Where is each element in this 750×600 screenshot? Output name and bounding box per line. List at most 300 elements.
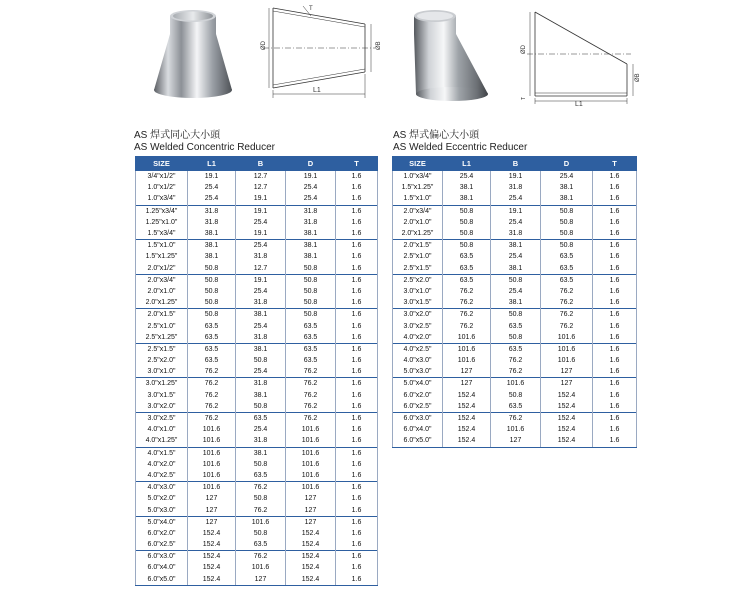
table-cell: 63.5: [188, 355, 236, 366]
table-cell: 12.7: [236, 182, 286, 193]
table-row: [393, 286, 637, 297]
table-cell: 1.6: [336, 251, 378, 262]
table-cell: 38.1: [188, 251, 236, 262]
table-cell: 63.5: [188, 343, 236, 355]
table-cell: 1.6: [593, 240, 637, 252]
table-cell: 6.0"x4.0": [136, 562, 188, 573]
table-cell: 1.6: [593, 355, 637, 366]
table-row: [393, 217, 637, 228]
table-row: [136, 297, 378, 309]
table-cell: 38.1: [491, 263, 541, 275]
table-cell: 3.0"x1.0": [393, 286, 443, 297]
table-cell: 1.6: [593, 424, 637, 435]
table-cell: 3.0"x1.25": [136, 378, 188, 390]
table-cell: 31.8: [236, 435, 286, 447]
table-cell: 1.6: [336, 228, 378, 240]
drawing-label-b: ØB: [376, 41, 382, 50]
drawing-label-d: ØD: [261, 41, 267, 50]
table-cell: 1.6: [336, 378, 378, 390]
table-cell: 25.4: [286, 193, 336, 205]
table-cell: 152.4: [286, 574, 336, 586]
table-row: [136, 470, 378, 482]
table-cell: 19.1: [236, 274, 286, 286]
table-cell: 50.8: [286, 309, 336, 321]
table-cell: 152.4: [188, 551, 236, 563]
table-cell: 19.1: [188, 171, 236, 183]
eccentric-heading-en: AS Welded Eccentric Reducer: [393, 142, 528, 153]
table-cell: 152.4: [443, 390, 491, 401]
drawing-label-l1: L1: [575, 101, 583, 106]
table-row: [136, 562, 378, 573]
table-cell: 76.2: [541, 286, 593, 297]
table-cell: 63.5: [443, 251, 491, 262]
table-row: [136, 574, 378, 586]
table-cell: 38.1: [286, 240, 336, 252]
table-row: [136, 193, 378, 205]
table-row: [393, 205, 637, 217]
column-header: SIZE: [136, 157, 188, 171]
table-cell: 3.0"x1.5": [393, 297, 443, 309]
table-row: [136, 228, 378, 240]
table-cell: 1.6: [336, 286, 378, 297]
table-cell: 38.1: [236, 390, 286, 401]
table-cell: 1.6: [593, 378, 637, 390]
table-cell: 4.0"x1.25": [136, 435, 188, 447]
table-cell: 1.6: [336, 528, 378, 539]
column-header: B: [491, 157, 541, 171]
table-cell: 101.6: [188, 447, 236, 459]
table-cell: 19.1: [236, 228, 286, 240]
table-cell: 1.25"x1.0": [136, 217, 188, 228]
table-cell: 2.0"x1.25": [136, 297, 188, 309]
table-cell: 5.0"x2.0": [136, 493, 188, 504]
table-row: [393, 240, 637, 252]
table-cell: 50.8: [491, 390, 541, 401]
table-cell: 25.4: [188, 193, 236, 205]
table-cell: 2.5"x2.0": [136, 355, 188, 366]
table-cell: 1.6: [336, 493, 378, 504]
table-row: [136, 412, 378, 424]
table-cell: 1.6: [336, 217, 378, 228]
table-cell: 25.4: [236, 240, 286, 252]
table-row: [136, 217, 378, 228]
table-cell: 38.1: [491, 240, 541, 252]
table-row: [393, 343, 637, 355]
table-cell: 50.8: [491, 274, 541, 286]
table-cell: 63.5: [188, 332, 236, 344]
table-cell: 3.0"x2.5": [136, 412, 188, 424]
table-cell: 1.6: [593, 274, 637, 286]
table-cell: 50.8: [541, 205, 593, 217]
table-cell: 3.0"x1.5": [136, 390, 188, 401]
column-header: D: [541, 157, 593, 171]
table-cell: 4.0"x2.0": [136, 459, 188, 470]
table-cell: 152.4: [541, 424, 593, 435]
table-cell: 1.6: [336, 470, 378, 482]
table-cell: 50.8: [443, 240, 491, 252]
table-cell: 101.6: [491, 378, 541, 390]
table-row: [393, 412, 637, 424]
table-cell: 25.4: [236, 217, 286, 228]
table-cell: 5.0"x4.0": [393, 378, 443, 390]
table-row: [136, 286, 378, 297]
table-cell: 152.4: [188, 528, 236, 539]
table-cell: 1.5"x3/4": [136, 228, 188, 240]
table-cell: 6.0"x5.0": [393, 435, 443, 447]
table-row: [136, 528, 378, 539]
drawing-label-t: T: [309, 6, 313, 12]
table-cell: 25.4: [236, 286, 286, 297]
table-row: [136, 263, 378, 275]
table-cell: 2.0"x1.25": [393, 228, 443, 240]
table-cell: 2.0"x1.0": [136, 286, 188, 297]
table-cell: 152.4: [188, 574, 236, 586]
table-cell: 1.6: [593, 297, 637, 309]
table-cell: 4.0"x1.5": [136, 447, 188, 459]
table-row: [393, 424, 637, 435]
table-cell: 19.1: [491, 171, 541, 183]
table-cell: 31.8: [286, 205, 336, 217]
eccentric-reducer-photo: [404, 4, 492, 104]
table-row: [393, 366, 637, 378]
drawing-label-b: ØB: [635, 73, 641, 82]
table-row: [136, 343, 378, 355]
drawing-label-l1: L1: [313, 87, 321, 94]
table-row: [393, 401, 637, 413]
table-cell: 152.4: [443, 424, 491, 435]
table-cell: 6.0"x5.0": [136, 574, 188, 586]
table-cell: 38.1: [443, 193, 491, 205]
table-cell: 101.6: [443, 355, 491, 366]
table-row: [136, 274, 378, 286]
table-cell: 1.5"x1.0": [136, 240, 188, 252]
table-row: [393, 263, 637, 275]
table-cell: 1.6: [593, 182, 637, 193]
table-cell: 1.6: [336, 562, 378, 573]
table-cell: 127: [286, 493, 336, 504]
table-cell: 4.0"x2.5": [136, 470, 188, 482]
table-cell: 6.0"x2.0": [136, 528, 188, 539]
table-cell: 101.6: [286, 470, 336, 482]
table-cell: 6.0"x3.0": [393, 412, 443, 424]
table-cell: 1.6: [336, 412, 378, 424]
drawing-label-t: T: [521, 96, 527, 100]
table-cell: 1.6: [593, 366, 637, 378]
table-cell: 1.6: [593, 320, 637, 331]
table-row: [136, 459, 378, 470]
table-cell: 50.8: [491, 309, 541, 321]
table-cell: 1.5"x1.25": [136, 251, 188, 262]
table-cell: 152.4: [541, 435, 593, 447]
table-row: [136, 551, 378, 563]
table-row: [136, 366, 378, 378]
table-cell: 5.0"x3.0": [393, 366, 443, 378]
table-cell: 50.8: [236, 493, 286, 504]
table-cell: 127: [188, 504, 236, 516]
table-row: [136, 447, 378, 459]
table-cell: 50.8: [541, 217, 593, 228]
table-cell: 50.8: [236, 401, 286, 413]
table-cell: 31.8: [236, 332, 286, 344]
table-row: [136, 355, 378, 366]
table-cell: 2.5"x1.0": [393, 251, 443, 262]
table-cell: 1.6: [593, 401, 637, 413]
column-header: L1: [443, 157, 491, 171]
table-cell: 152.4: [541, 401, 593, 413]
table-cell: 4.0"x3.0": [136, 482, 188, 494]
table-row: [136, 401, 378, 413]
concentric-heading-cn: AS 焊式同心大小頭: [134, 130, 221, 141]
table-cell: 76.2: [541, 309, 593, 321]
table-cell: 38.1: [286, 251, 336, 262]
table-cell: 6.0"x2.0": [393, 390, 443, 401]
table-row: [393, 332, 637, 344]
table-cell: 1.6: [336, 263, 378, 275]
table-cell: 1.6: [336, 516, 378, 528]
table-row: [136, 251, 378, 262]
table-cell: 1.6: [336, 390, 378, 401]
table-cell: 1.6: [336, 193, 378, 205]
table-cell: 63.5: [236, 470, 286, 482]
table-cell: 127: [236, 574, 286, 586]
table-cell: 1.6: [336, 482, 378, 494]
table-cell: 63.5: [491, 343, 541, 355]
table-cell: 50.8: [236, 459, 286, 470]
table-cell: 1.0"x3/4": [393, 171, 443, 183]
table-cell: 2.5"x1.0": [136, 320, 188, 331]
table-row: [393, 435, 637, 447]
table-cell: 25.4: [491, 217, 541, 228]
table-cell: 2.5"x1.25": [136, 332, 188, 344]
table-cell: 76.2: [443, 320, 491, 331]
table-cell: 63.5: [236, 539, 286, 551]
table-row: [136, 390, 378, 401]
table-cell: 63.5: [491, 320, 541, 331]
table-cell: 38.1: [236, 309, 286, 321]
table-cell: 3.0"x2.0": [136, 401, 188, 413]
table-row: [136, 424, 378, 435]
table-cell: 1.6: [593, 217, 637, 228]
table-row: [393, 182, 637, 193]
table-row: [393, 171, 637, 183]
table-cell: 76.2: [188, 412, 236, 424]
table-cell: 101.6: [491, 424, 541, 435]
table-cell: 1.25"x3/4": [136, 205, 188, 217]
table-row: [393, 274, 637, 286]
table-cell: 63.5: [286, 332, 336, 344]
table-cell: 63.5: [188, 320, 236, 331]
table-cell: 127: [188, 493, 236, 504]
table-cell: 152.4: [188, 562, 236, 573]
table-cell: 63.5: [491, 401, 541, 413]
table-cell: 76.2: [286, 366, 336, 378]
concentric-spec-table: [135, 156, 378, 586]
table-cell: 127: [541, 378, 593, 390]
table-cell: 1.6: [336, 366, 378, 378]
table-cell: 1.0"x3/4": [136, 193, 188, 205]
table-cell: 25.4: [491, 193, 541, 205]
table-cell: 101.6: [188, 424, 236, 435]
table-cell: 50.8: [286, 263, 336, 275]
table-cell: 1.6: [336, 240, 378, 252]
table-cell: 101.6: [443, 343, 491, 355]
table-cell: 50.8: [188, 274, 236, 286]
table-cell: 152.4: [541, 390, 593, 401]
table-cell: 1.6: [336, 343, 378, 355]
table-cell: 1.5"x1.0": [393, 193, 443, 205]
table-cell: 31.8: [188, 217, 236, 228]
eccentric-heading-cn: AS 焊式偏心大小頭: [393, 130, 480, 141]
table-cell: 1.6: [593, 309, 637, 321]
table-row: [136, 378, 378, 390]
table-row: [136, 493, 378, 504]
table-cell: 5.0"x3.0": [136, 504, 188, 516]
table-cell: 101.6: [286, 447, 336, 459]
table-cell: 1.6: [593, 435, 637, 447]
table-cell: 1.6: [336, 574, 378, 586]
table-cell: 76.2: [286, 401, 336, 413]
table-cell: 76.2: [188, 401, 236, 413]
table-cell: 50.8: [236, 355, 286, 366]
table-row: [393, 355, 637, 366]
table-cell: 76.2: [491, 366, 541, 378]
table-cell: 152.4: [286, 539, 336, 551]
table-cell: 76.2: [491, 355, 541, 366]
table-cell: 101.6: [188, 459, 236, 470]
table-cell: 1.6: [593, 193, 637, 205]
table-cell: 63.5: [541, 263, 593, 275]
table-cell: 38.1: [188, 240, 236, 252]
table-cell: 4.0"x3.0": [393, 355, 443, 366]
table-row: [393, 378, 637, 390]
table-cell: 1.6: [336, 424, 378, 435]
table-cell: 101.6: [286, 435, 336, 447]
table-cell: 1.6: [593, 390, 637, 401]
table-cell: 1.6: [336, 539, 378, 551]
table-cell: 31.8: [491, 228, 541, 240]
table-cell: 3/4"x1/2": [136, 171, 188, 183]
table-cell: 50.8: [541, 240, 593, 252]
table-cell: 2.0"x1.0": [393, 217, 443, 228]
table-cell: 101.6: [286, 424, 336, 435]
eccentric-heading: [393, 130, 527, 154]
table-cell: 101.6: [541, 343, 593, 355]
table-row: [136, 482, 378, 494]
table-row: [136, 240, 378, 252]
table-cell: 38.1: [443, 182, 491, 193]
table-cell: 6.0"x2.5": [136, 539, 188, 551]
table-cell: 19.1: [286, 171, 336, 183]
table-row: [136, 332, 378, 344]
table-cell: 3.0"x2.0": [393, 309, 443, 321]
table-cell: 1.6: [593, 343, 637, 355]
table-header-row: [136, 157, 378, 171]
column-header: B: [236, 157, 286, 171]
table-cell: 63.5: [236, 412, 286, 424]
table-cell: 2.0"x3/4": [136, 274, 188, 286]
table-cell: 38.1: [286, 228, 336, 240]
table-cell: 2.5"x1.5": [136, 343, 188, 355]
table-cell: 101.6: [541, 332, 593, 344]
table-cell: 63.5: [541, 251, 593, 262]
column-header: D: [286, 157, 336, 171]
table-cell: 76.2: [443, 309, 491, 321]
table-cell: 50.8: [236, 528, 286, 539]
table-cell: 12.7: [236, 263, 286, 275]
table-cell: 2.5"x1.5": [393, 263, 443, 275]
table-cell: 4.0"x2.0": [393, 332, 443, 344]
table-cell: 152.4: [286, 551, 336, 563]
table-cell: 50.8: [491, 332, 541, 344]
table-cell: 31.8: [236, 251, 286, 262]
table-cell: 50.8: [188, 309, 236, 321]
table-cell: 1.6: [336, 504, 378, 516]
table-row: [136, 516, 378, 528]
table-cell: 101.6: [541, 355, 593, 366]
table-cell: 25.4: [236, 320, 286, 331]
table-cell: 31.8: [236, 378, 286, 390]
table-cell: 38.1: [188, 228, 236, 240]
table-cell: 31.8: [491, 182, 541, 193]
table-cell: 38.1: [236, 447, 286, 459]
table-cell: 101.6: [286, 482, 336, 494]
table-cell: 25.4: [443, 171, 491, 183]
table-cell: 4.0"x2.5": [393, 343, 443, 355]
table-cell: 25.4: [491, 286, 541, 297]
table-cell: 63.5: [286, 343, 336, 355]
table-cell: 152.4: [541, 412, 593, 424]
table-cell: 38.1: [491, 297, 541, 309]
concentric-heading: [134, 130, 275, 154]
table-cell: 25.4: [188, 182, 236, 193]
table-cell: 3.0"x2.5": [393, 320, 443, 331]
table-header-row: [393, 157, 637, 171]
table-row: [393, 390, 637, 401]
table-cell: 101.6: [236, 562, 286, 573]
table-cell: 1.6: [593, 332, 637, 344]
table-cell: 1.6: [593, 228, 637, 240]
table-cell: 76.2: [443, 297, 491, 309]
table-cell: 6.0"x3.0": [136, 551, 188, 563]
table-cell: 127: [443, 378, 491, 390]
table-cell: 50.8: [286, 297, 336, 309]
table-row: [393, 251, 637, 262]
table-cell: 127: [491, 435, 541, 447]
table-cell: 1.6: [336, 332, 378, 344]
table-cell: 76.2: [188, 378, 236, 390]
table-cell: 1.6: [336, 401, 378, 413]
table-cell: 5.0"x4.0": [136, 516, 188, 528]
table-cell: 1.6: [593, 205, 637, 217]
column-header: T: [336, 157, 378, 171]
table-cell: 50.8: [443, 228, 491, 240]
column-header: T: [593, 157, 637, 171]
table-cell: 76.2: [541, 297, 593, 309]
table-cell: 127: [286, 516, 336, 528]
table-cell: 1.6: [336, 205, 378, 217]
table-cell: 127: [188, 516, 236, 528]
table-row: [393, 228, 637, 240]
table-cell: 76.2: [286, 390, 336, 401]
table-cell: 25.4: [541, 171, 593, 183]
table-cell: 101.6: [188, 435, 236, 447]
table-cell: 1.6: [593, 412, 637, 424]
table-cell: 101.6: [188, 482, 236, 494]
table-cell: 63.5: [286, 355, 336, 366]
table-cell: 76.2: [236, 504, 286, 516]
table-cell: 6.0"x4.0": [393, 424, 443, 435]
table-cell: 127: [541, 366, 593, 378]
